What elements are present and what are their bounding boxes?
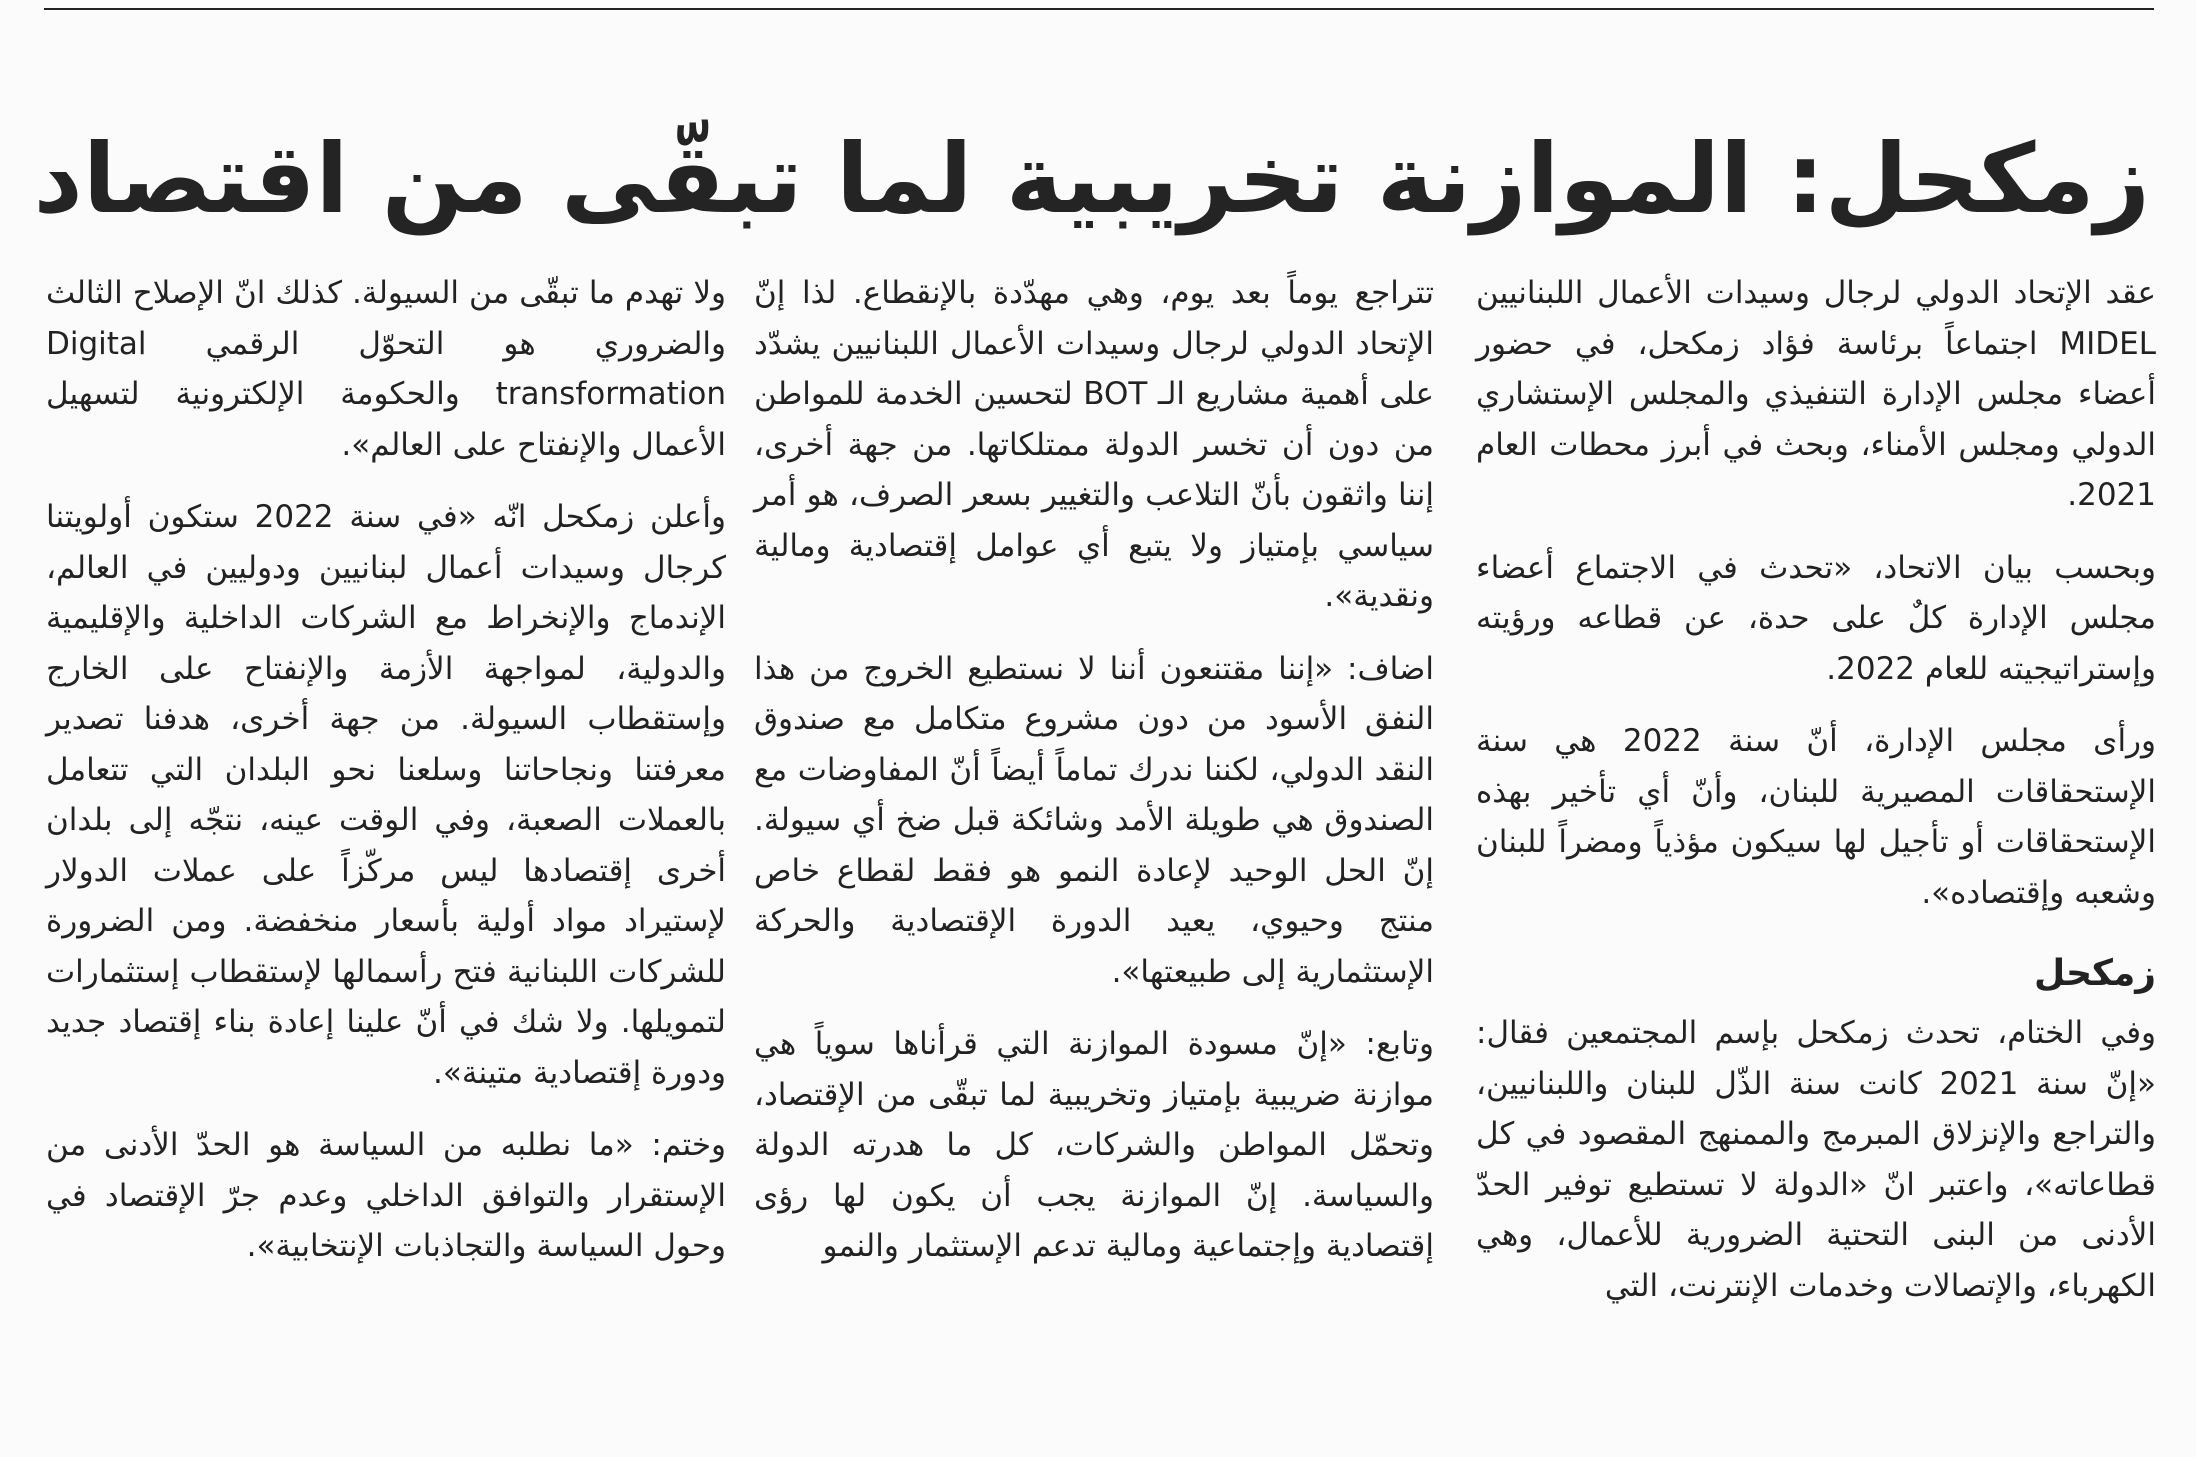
headline: زمكحل: الموازنة تخريبية لما تبقّى من اقتصاد — [33, 123, 2150, 236]
paragraph: تتراجع يوماً بعد يوم، وهي مهدّدة بالإنقطاع. لذا إنّ الإتحاد الدولي لرجال وسيدات الأعمال اللبنانيين يشدّد على أهمية مشاريع الـ BOT لتحسين الخدمة للمواطن من دون أن تخسر الدولة ممتلكاتها. من جهة أخرى، إننا واثقون بأنّ التلاعب والتغيير بسعر الصرف، هو أمر سياسي بإمتياز ولا يتبع أي عوامل إقتصادية ومالية ونقدية». — [754, 275, 1434, 614]
paragraph: اضاف: «إننا مقتنعون أننا لا نستطيع الخروج من هذا النفق الأسود من دون مشروع متكامل مع صندوق النقد الدولي، لكننا ندرك تماماً أيضاً أنّ المفاوضات مع الصندوق هي طويلة الأمد وشائكة قبل ضخ أي سيولة. إنّ الحل الوحيد لإعادة النمو هو فقط لقطاع خاص منتج وحيوي، يعيد الدورة الإقتصادية والحركة الإستثمارية إلى طبيعتها». — [754, 650, 1434, 990]
subheading: زمكحل — [2033, 953, 2156, 994]
paragraph: ولا تهدم ما تبقّى من السيولة. كذلك انّ الإصلاح الثالث والضروري هو التحوّل الرقمي Digital transformation والحكومة الإلكترونية لتسهيل الأعمال والإنفتاح على العالم». — [46, 275, 726, 463]
column-right — [1476, 268, 2156, 1311]
paragraph: وختم: «ما نطلبه من السياسة هو الحدّ الأدنى من الإستقرار والتوافق الداخلي وعدم جرّ الإقتصاد في وحول السياسة والتجاذبات الإنتخابية». — [46, 1127, 726, 1264]
paragraph: عقد الإتحاد الدولي لرجال وسيدات الأعمال اللبنانيين MIDEL اجتماعاً برئاسة فؤاد زمكحل، في حضور أعضاء مجلس الإدارة التنفيذي والمجلس الإستشاري الدولي ومجلس الأمناء، وبحث في أبرز محطات العام 2021. — [1476, 275, 2156, 513]
top-rule — [44, 8, 2154, 10]
column-left — [46, 268, 726, 1272]
paragraph: وبحسب بيان الاتحاد، «تحدث في الاجتماع أعضاء مجلس الإدارة كلٌ على حدة، عن قطاعه ورؤيته وإستراتيجيته للعام 2022. — [1476, 549, 2156, 687]
paragraph: وتابع: «إنّ مسودة الموازنة التي قرأناها سوياً هي موازنة ضريبية بإمتياز وتخريبية لما تبقّى من الإقتصاد، وتحمّل المواطن والشركات، كل ما هدرته الدولة والسياسة. إنّ الموازنة يجب أن يكون لها رؤى إقتصادية وإجتماعية ومالية تدعم الإستثمار والنمو — [754, 1026, 1434, 1264]
paragraph: ورأى مجلس الإدارة، أنّ سنة 2022 هي سنة الإستحقاقات المصيرية للبنان، وأنّ أي تأخير بهذه الإستحقاقات أو تأجيل لها سيكون مؤذياً ومضراً للبنان وشعبه وإقتصاده». — [1476, 723, 2156, 911]
column-middle — [754, 268, 1434, 1272]
paragraph: وأعلن زمكحل انّه «في سنة 2022 ستكون أولويتنا كرجال وسيدات أعمال لبنانيين ودوليين في العالم، الإندماج والإنخراط مع الشركات الداخلية والإقليمية والدولية، لمواجهة الأزمة والإنفتاح على الخارج وإستقطاب السيولة. من جهة أخرى، هدفنا تصدير معرفتنا ونجاحاتنا وسلعنا نحو البلدان التي تتعامل بالعملات الصعبة، وفي الوقت عينه، نتجّه إلى بلدان أخرى إقتصادها ليس مركّزاً على عملات الدولار لإستيراد مواد أولية بأسعار منخفضة. ومن الضرورة للشركات اللبنانية فتح رأسمالها لإستقطاب إستثمارات لتمويلها. ولا شك في أنّ علينا إعادة بناء إقتصاد جديد ودورة إقتصادية متينة». — [46, 499, 727, 1091]
paragraph: وفي الختام، تحدث زمكحل بإسم المجتمعين فقال: «إنّ سنة 2021 كانت سنة الذّل للبنان واللبنانيين، والتراجع والإنزلاق المبرمج والممنهج المقصود في كل قطاعاته»، واعتبر انّ «الدولة لا تستطيع توفير الحدّ الأدنى من البنى التحتية الضرورية للأعمال، وهي الكهرباء، والإتصالات وخدمات الإنترنت، التي — [1476, 1015, 2156, 1304]
